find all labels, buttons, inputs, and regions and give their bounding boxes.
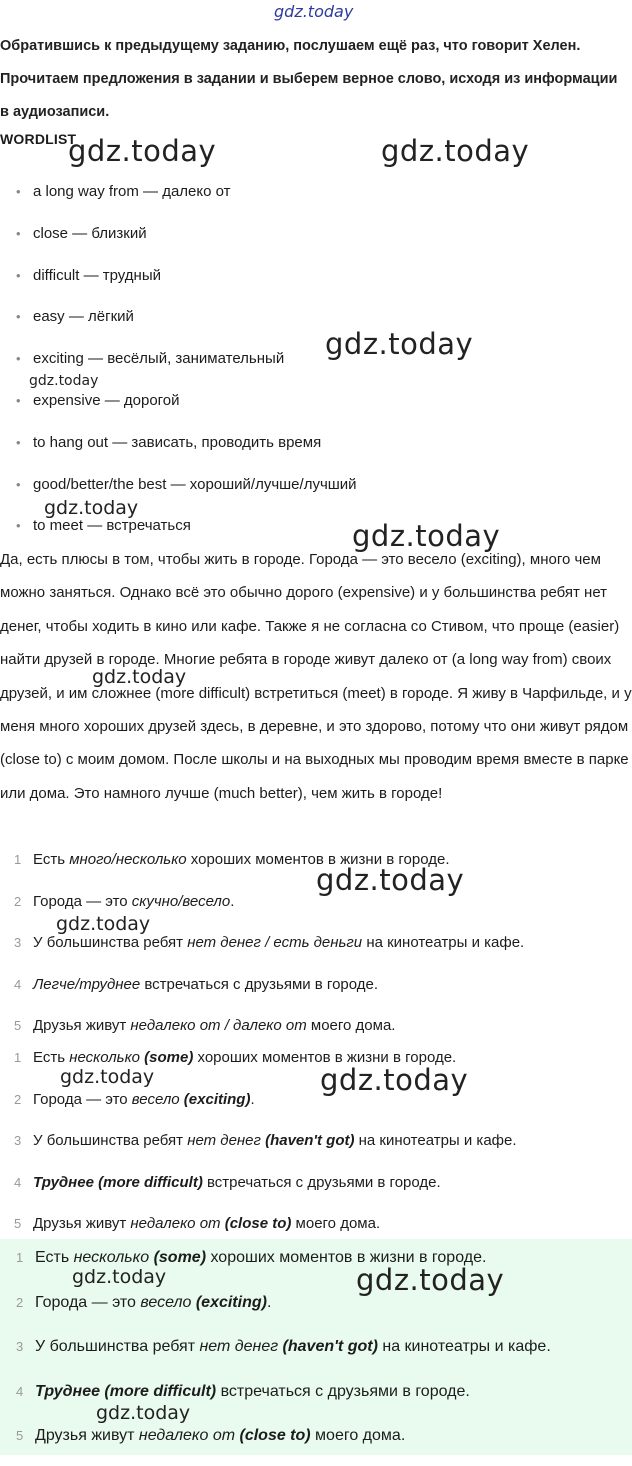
watermark: gdz.today [29, 373, 99, 389]
answer-word: нет денег [199, 1338, 279, 1355]
wordlist-item: • easy — лёгкий [0, 301, 357, 343]
transcript-paragraph: Да, есть плюсы в том, чтобы жить в городе. Города — это весело (exciting), много чем можно заняться. Однако всё это обычно дорого (expensive) и у большинства ребят нет денег, чтобы ходить в кино или кафе. Также я не согласна со Стивом, что проще (easier) найти друзей в городе. Многие ребята в городе живут далеко от (a long way from) своих друзей, и им сложнее (more difficult) встретиться (meet) в городе. Я живу в Чарфильде, и у меня много хороших друзей здесь, в деревне, и это здорово, потому что они живут рядом (close to) с моим домом. После школы и на выходных мы проводим время вместе в парке или дома. Это намного лучше (much better), чем жить в городе! [0, 551, 632, 802]
answer-word: несколько [73, 1249, 150, 1266]
answer-text: У большинства ребят [33, 1132, 188, 1149]
answer-word: недалеко от [130, 1215, 221, 1232]
answer-word: нет денег [187, 1132, 261, 1149]
answer-number: 5 [14, 1216, 22, 1231]
answer-item [0, 1126, 517, 1168]
answer-text: встречаться с друзьями в городе. [202, 1173, 441, 1191]
wordlist-item: • a long way from — далеко от [0, 176, 357, 218]
answer-number: 1 [16, 1250, 24, 1265]
answer-text: моего дома. [310, 1427, 406, 1444]
question-options: нет денег / есть деньги [187, 934, 363, 951]
wordlist-item: • exciting — весёлый, занимательный [0, 343, 357, 385]
answer-text: У большинства ребят [35, 1338, 200, 1355]
question-text: Города — это [33, 892, 132, 910]
watermark: gdz.today [92, 666, 187, 688]
wordlist [0, 176, 357, 552]
wordlist-item: • close — близкий [0, 218, 357, 260]
answer-number: 2 [16, 1294, 24, 1310]
answer-number: 4 [14, 1174, 22, 1190]
wordlist-item: • to hang out — зависать, проводить время [0, 427, 357, 469]
answer-english: (haven't got) [260, 1132, 355, 1149]
answer-text: Есть [33, 1049, 70, 1066]
answer-word: весело [131, 1090, 180, 1108]
question-number: 1 [14, 852, 22, 867]
answer-english: (more difficult) [99, 1382, 217, 1400]
wordlist-item: • to meet — встречаться [0, 510, 357, 552]
answer-text: . [250, 1090, 255, 1108]
answer-english: (haven't got) [278, 1338, 378, 1355]
question-number: 2 [14, 893, 22, 909]
answer-word: недалеко от [138, 1427, 236, 1444]
answer-number: 4 [16, 1383, 24, 1399]
question-number: 3 [14, 935, 22, 950]
answer-word: несколько [69, 1049, 140, 1066]
answer-word: весело [140, 1293, 192, 1311]
answer-text: Друзья живут [33, 1215, 131, 1232]
watermark-top: gdz.today [274, 2, 354, 21]
answer-number: 2 [14, 1091, 22, 1107]
question-text: Есть [33, 851, 70, 868]
answer-text: на кинотеатры и кафе. [354, 1132, 517, 1149]
answer-item [0, 1168, 517, 1210]
answer-english: (exciting) [191, 1293, 267, 1311]
answer-english: (close to) [220, 1215, 292, 1232]
wordlist-item: • good/better/the best — хороший/лучше/лучший [0, 469, 357, 511]
answer-text: Есть [35, 1249, 74, 1266]
wordlist-item: • difficult — трудный [0, 260, 357, 302]
watermark: gdz.today [352, 519, 501, 553]
answer-text: моего дома. [291, 1215, 381, 1232]
answer-number: 5 [16, 1428, 24, 1443]
wordlist-title: WORDLIST [0, 131, 77, 147]
watermark: gdz.today [44, 497, 139, 519]
answer-item [0, 1421, 551, 1466]
watermark: gdz.today [356, 1263, 505, 1297]
question-text: хороших моментов в жизни в городе. [186, 851, 450, 868]
answer-english: (some) [140, 1049, 194, 1066]
watermark: gdz.today [316, 863, 465, 897]
watermark: gdz.today [381, 134, 530, 168]
task-intro: Обратившись к предыдущему заданию, послушаем ещё раз, что говорит Хелен. Прочитаем предложения в задании и выберем верное слово, исходя из информации в аудиозаписи. [0, 38, 618, 120]
question-options: Легче/труднее [33, 975, 141, 993]
question-number: 4 [14, 976, 22, 992]
question-text: встречаться с друзьями в городе. [140, 975, 379, 993]
answer-number: 1 [14, 1050, 22, 1065]
answer-text: хороших моментов в жизни в городе. [193, 1049, 457, 1066]
question-item [0, 970, 524, 1012]
answer-number: 3 [14, 1133, 22, 1148]
watermark: gdz.today [325, 327, 474, 361]
question-text: моего дома. [306, 1017, 396, 1034]
question-options: скучно/весело [131, 892, 231, 910]
question-number: 5 [14, 1018, 22, 1033]
question-options: много/несколько [69, 851, 187, 868]
answer-number: 3 [16, 1339, 24, 1354]
watermark: gdz.today [60, 1066, 155, 1088]
answer-english: (more difficult) [93, 1173, 203, 1191]
watermark: gdz.today [320, 1063, 469, 1097]
answer-text: Друзья живут [35, 1427, 139, 1444]
answer-text: Города — это [33, 1090, 132, 1108]
answer-text: на кинотеатры и кафе. [377, 1338, 551, 1355]
answer-item [0, 1332, 551, 1377]
watermark: gdz.today [68, 134, 217, 168]
question-text: на кинотеатры и кафе. [362, 934, 525, 951]
answer-text: Города — это [35, 1293, 141, 1311]
watermark: gdz.today [56, 913, 151, 935]
watermark: gdz.today [72, 1266, 167, 1288]
answer-word: Труднее [35, 1382, 100, 1400]
answer-english: (exciting) [179, 1090, 251, 1108]
answer-text: встречаться с друзьями в городе. [216, 1382, 470, 1400]
answer-item [0, 1377, 551, 1422]
answer-text: хороших моментов в жизни в городе. [206, 1249, 487, 1266]
question-text: Друзья живут [33, 1017, 131, 1034]
watermark: gdz.today [96, 1402, 191, 1424]
wordlist-item: • expensive — дорогой [0, 385, 357, 427]
question-text: У большинства ребят [33, 934, 188, 951]
answer-word: Труднее [33, 1173, 94, 1191]
answer-english: (some) [149, 1249, 207, 1266]
answer-text: . [266, 1293, 272, 1311]
answer-english: (close to) [235, 1427, 311, 1444]
question-options: недалеко от / далеко от [130, 1017, 307, 1034]
question-text: . [230, 892, 235, 910]
